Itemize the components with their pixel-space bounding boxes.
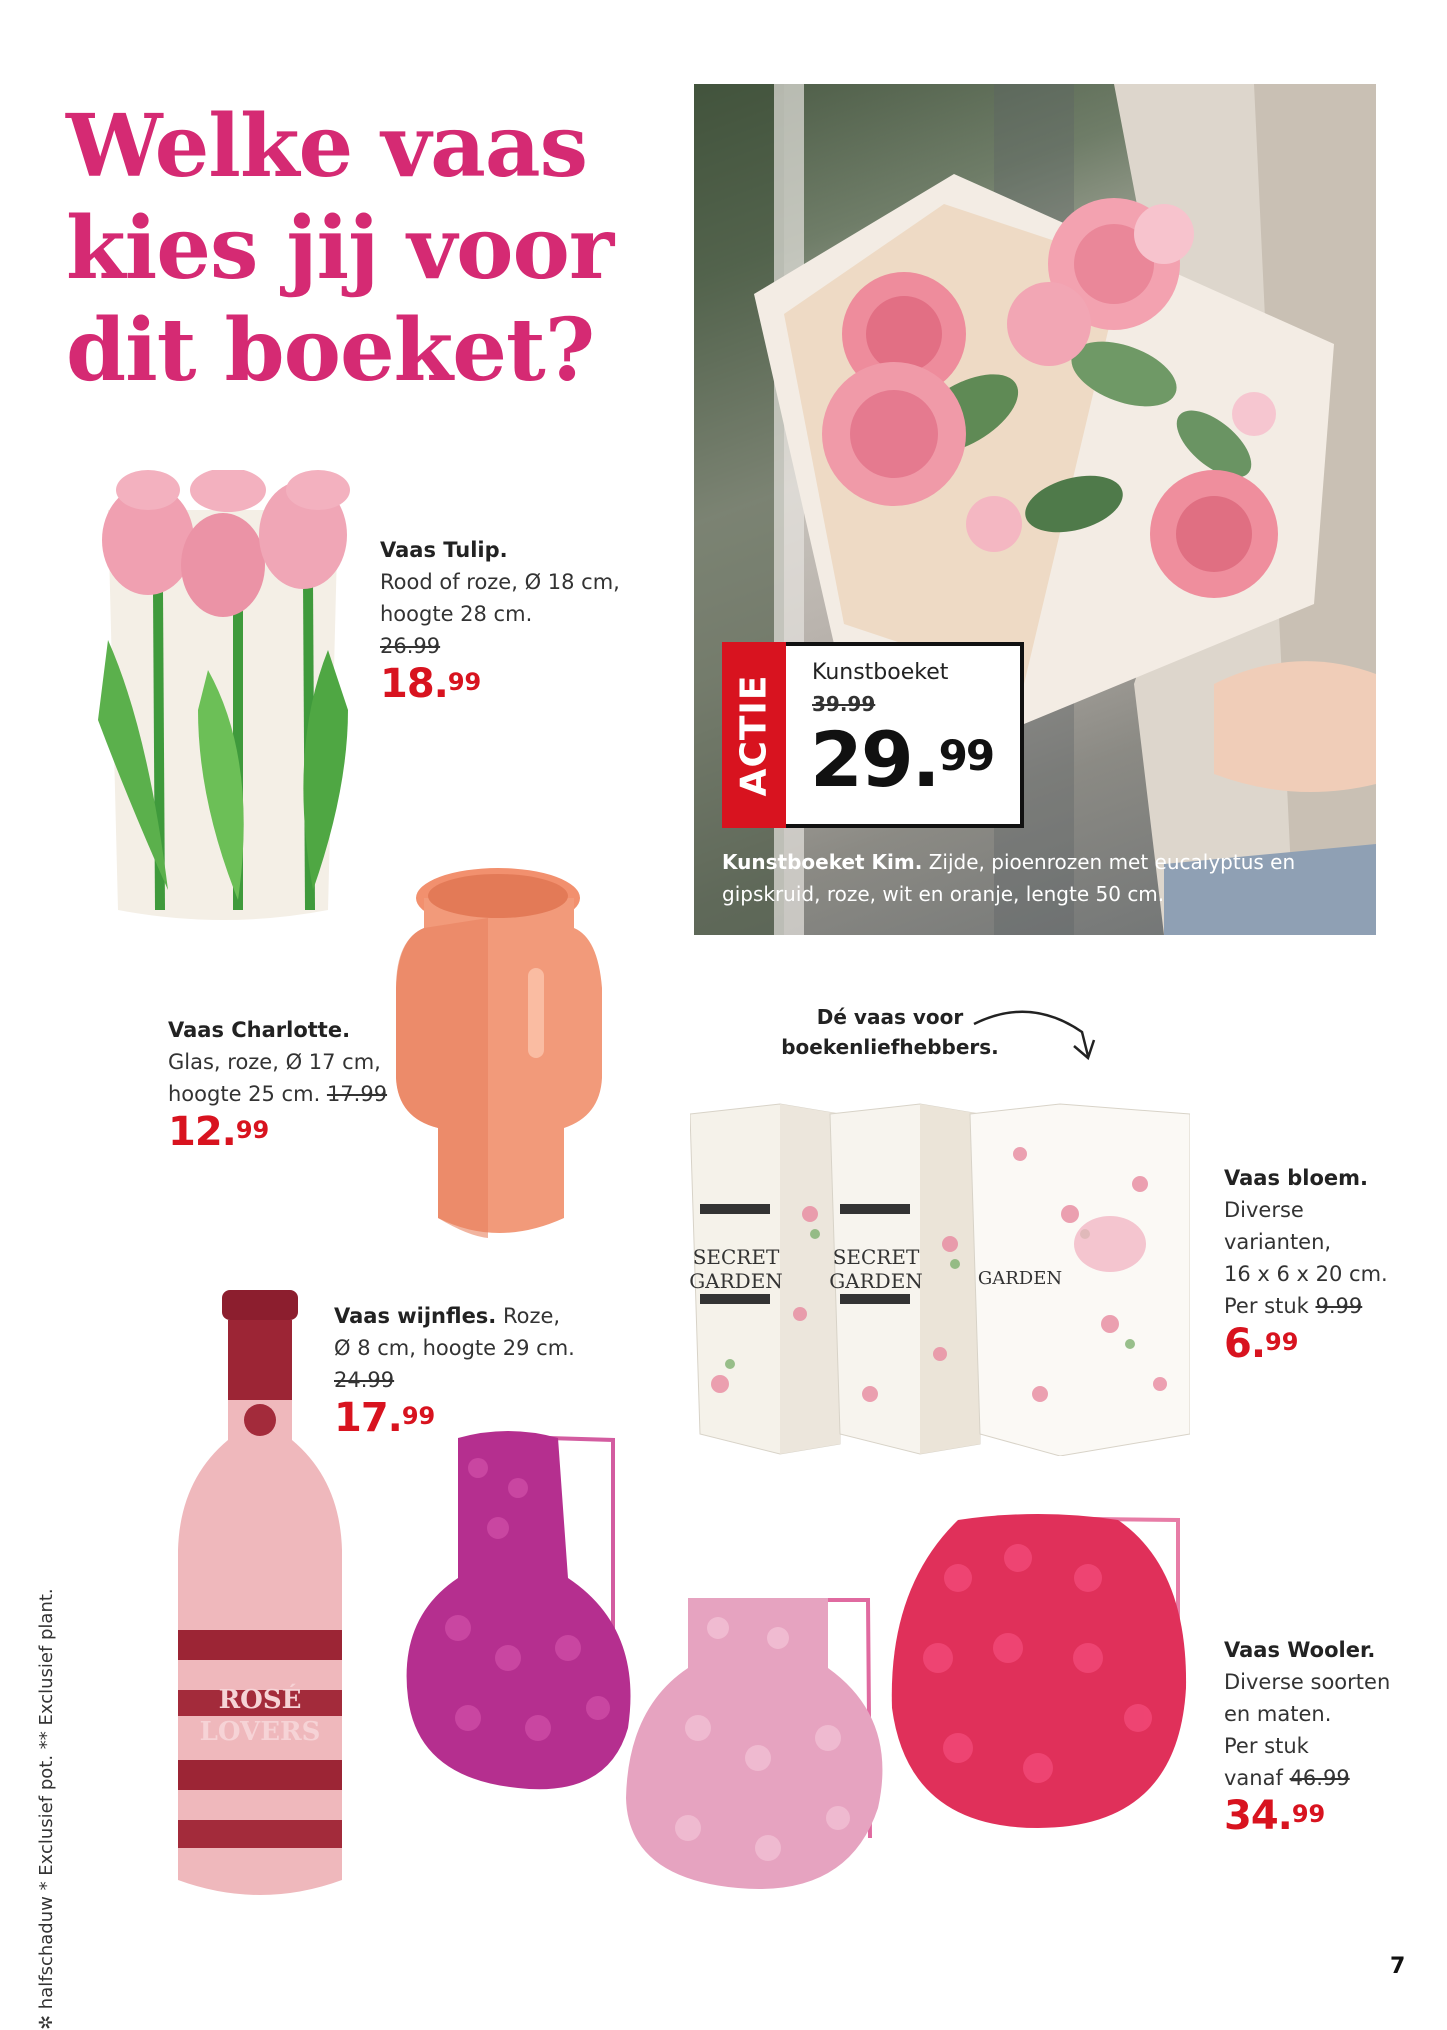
wooler-price: 34.99 bbox=[1224, 1793, 1326, 1839]
tulip-old-price: 26.99 bbox=[380, 634, 441, 658]
curved-arrow-icon bbox=[970, 1002, 1100, 1072]
charlotte-desc-1: Glas, roze, Ø 17 cm, bbox=[168, 1050, 381, 1074]
charlotte-desc-2: hoogte 25 cm. 17.99 bbox=[168, 1082, 388, 1106]
wijnfles-product-info bbox=[334, 1300, 634, 1440]
charlotte-old-price: 17.99 bbox=[326, 1082, 388, 1106]
headline-line-1: Welke vaas bbox=[66, 96, 588, 197]
wooler-name: Vaas Wooler. bbox=[1224, 1638, 1376, 1662]
wooler-old-price: 46.99 bbox=[1289, 1766, 1350, 1790]
feature-product-name: Kunstboeket bbox=[812, 660, 949, 685]
page-headline bbox=[66, 96, 666, 402]
wijnfles-line-1 bbox=[334, 1300, 634, 1332]
bloem-desc-1: Diverse bbox=[1224, 1198, 1304, 1222]
feature-caption bbox=[722, 846, 1342, 910]
wijnfles-price: 17.99 bbox=[334, 1395, 436, 1441]
tulip-product-info bbox=[380, 534, 640, 706]
feature-old-price: 39.99 bbox=[812, 692, 876, 716]
wooler-product-info bbox=[1224, 1634, 1434, 1838]
tulip-desc-1: Rood of roze, Ø 18 cm, bbox=[380, 570, 620, 594]
wine-bottle-vase-image bbox=[170, 1290, 350, 1910]
book-label-garden-1: GARDEN bbox=[690, 1269, 783, 1293]
book-vases-image bbox=[690, 1094, 1190, 1456]
charlotte-name: Vaas Charlotte. bbox=[168, 1018, 351, 1042]
actie-badge-label: ACTIE bbox=[733, 674, 775, 796]
tulip-name: Vaas Tulip. bbox=[380, 538, 508, 562]
wooler-vases-image bbox=[398, 1428, 1208, 1898]
book-label-secret-1: SECRET bbox=[692, 1245, 780, 1269]
book-label-garden-2: GARDEN bbox=[829, 1269, 923, 1293]
footnote-legend: ✲ halfschaduw * Exclusief pot. ** Exclusief plant. bbox=[36, 1588, 57, 2030]
wijnfles-old-price: 24.99 bbox=[334, 1368, 395, 1392]
headline-line-2: kies jij voor bbox=[66, 198, 614, 299]
bottle-label-line-2: LOVERS bbox=[199, 1717, 321, 1747]
wooler-desc-3: Per stuk bbox=[1224, 1734, 1309, 1758]
bloem-price: 6.99 bbox=[1224, 1321, 1299, 1367]
tulip-vase-image bbox=[88, 470, 358, 920]
bottle-label-line-1: ROSÉ bbox=[218, 1685, 302, 1715]
tulip-price: 18.99 bbox=[380, 661, 482, 707]
feature-price: 29.99 bbox=[810, 715, 994, 804]
book-label-garden-3: GARDEN bbox=[977, 1268, 1063, 1289]
wooler-desc-4: vanaf 46.99 bbox=[1224, 1766, 1350, 1790]
bloem-desc-3: 16 x 6 x 20 cm. bbox=[1224, 1262, 1388, 1286]
wijnfles-desc-1: Roze, bbox=[496, 1304, 561, 1328]
callout-line-1: Dé vaas voor bbox=[816, 1005, 964, 1029]
bloem-desc-2: varianten, bbox=[1224, 1230, 1332, 1254]
wooler-desc-2: en maten. bbox=[1224, 1702, 1332, 1726]
bloem-product-info bbox=[1224, 1162, 1424, 1366]
charlotte-product-info bbox=[168, 1014, 448, 1154]
wijnfles-desc-2: Ø 8 cm, hoogte 29 cm. bbox=[334, 1336, 575, 1360]
tulip-desc-2: hoogte 28 cm. bbox=[380, 602, 533, 626]
bloem-old-price: 9.99 bbox=[1315, 1294, 1363, 1318]
feature-caption-title: Kunstboeket Kim. bbox=[722, 850, 923, 874]
feature-caption-text: Zijde, pioenrozen met eucalyptus en gipskruid, roze, wit en oranje, lengte 50 cm. bbox=[722, 850, 1296, 906]
wijnfles-name: Vaas wijnfles. bbox=[334, 1304, 497, 1328]
book-label-secret-2: SECRET bbox=[832, 1245, 920, 1269]
charlotte-price: 12.99 bbox=[168, 1109, 270, 1155]
callout-line-2: boekenliefhebbers. bbox=[781, 1035, 999, 1059]
headline-line-3: dit boeket? bbox=[66, 300, 595, 401]
bloem-name: Vaas bloem. bbox=[1224, 1166, 1369, 1190]
wooler-desc-1: Diverse soorten bbox=[1224, 1670, 1391, 1694]
bloem-desc-4: Per stuk 9.99 bbox=[1224, 1294, 1363, 1318]
page-number: 7 bbox=[1390, 1954, 1406, 1979]
